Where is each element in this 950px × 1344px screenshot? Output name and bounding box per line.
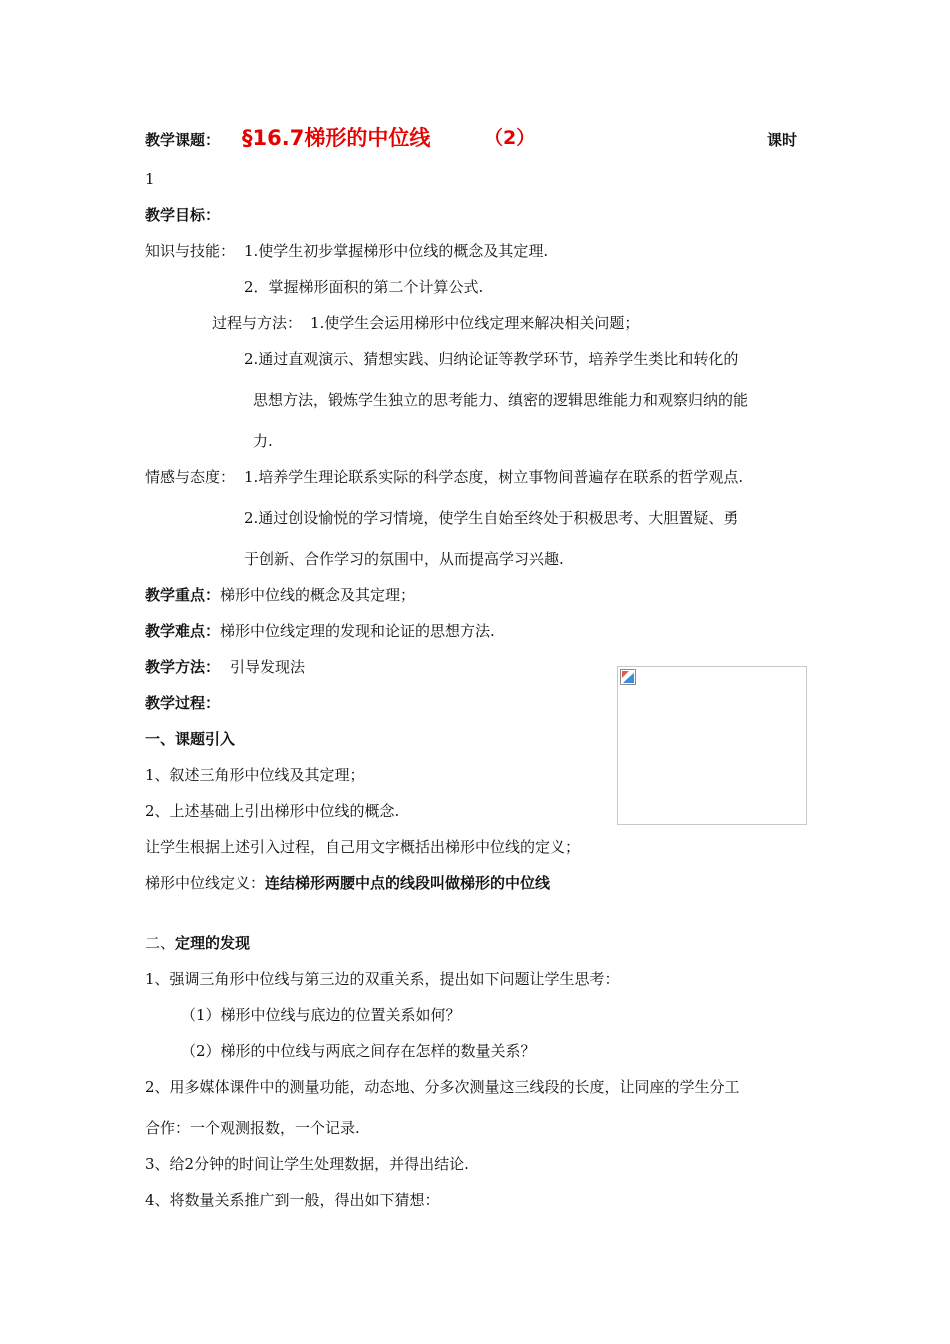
emotion-item: 1.培养学生理论联系实际的科学态度，树立事物间普遍存在联系的哲学观点. xyxy=(244,468,744,486)
definition-label: 梯形中位线定义： xyxy=(145,874,266,892)
key-point-text: 梯形中位线的概念及其定理； xyxy=(220,586,416,604)
emotion-item: 于创新、合作学习的氛围中，从而提高学习兴趣. xyxy=(244,550,564,568)
section1-heading: 一、课题引入 xyxy=(145,730,236,748)
section1-item: 2、上述基础上引出梯形中位线的概念. xyxy=(145,802,400,820)
section2-item: 合作：一个观测报数，一个记录. xyxy=(145,1119,360,1137)
process-item: 思想方法，锻炼学生独立的思考能力、缜密的逻辑思维能力和观察归纳的能 xyxy=(253,391,749,409)
process-heading: 教学过程： xyxy=(145,694,221,712)
definition-text: 连结梯形两腰中点的线段叫做梯形的中位线 xyxy=(265,874,551,892)
section1-para: 让学生根据上述引入过程，自己用文字概括出梯形中位线的定义； xyxy=(145,838,581,856)
knowledge-item: 1.使学生初步掌握梯形中位线的概念及其定理. xyxy=(244,242,549,260)
process-item: 力. xyxy=(253,432,273,450)
knowledge-label: 知识与技能： xyxy=(145,242,236,260)
period-value: 1 xyxy=(145,170,155,188)
method xyxy=(145,657,305,677)
section2-item: 1、强调三角形中位线与第三边的双重关系，提出如下问题让学生思考： xyxy=(145,970,620,988)
definition xyxy=(145,873,550,893)
section2-item: 3、给2分钟的时间让学生处理数据，并得出结论. xyxy=(145,1155,469,1173)
process-item: 1.使学生会运用梯形中位线定理来解决相关问题； xyxy=(310,314,640,332)
difficulty-text: 梯形中位线定理的发现和论证的思想方法. xyxy=(220,622,495,640)
objectives-heading: 教学目标： xyxy=(145,206,221,224)
section2-item: 2、用多媒体课件中的测量功能，动态地、分多次测量这三线段的长度，让同座的学生分工 xyxy=(145,1078,740,1096)
key-point-label: 教学重点： xyxy=(145,586,221,604)
section2-item: （1）梯形中位线与底边的位置关系如何？ xyxy=(181,1006,461,1024)
method-text: 引导发现法 xyxy=(230,658,306,676)
lesson-label: 教学课题： xyxy=(145,131,221,149)
lesson-part: （2） xyxy=(484,127,536,149)
process-item: 2.通过直观演示、猜想实践、归纳论证等教学环节，培养学生类比和转化的 xyxy=(244,350,739,368)
difficulty xyxy=(145,621,495,641)
method-label: 教学方法： xyxy=(145,658,221,676)
section1-item: 1、叙述三角形中位线及其定理； xyxy=(145,766,365,784)
section2-item: 4、将数量关系推广到一般，得出如下猜想： xyxy=(145,1191,440,1209)
section2-heading-text: 定理的发现 xyxy=(175,934,251,952)
emotion-item: 2.通过创设愉悦的学习情境，使学生自始至终处于积极思考、大胆置疑、勇 xyxy=(244,509,739,527)
section2-heading xyxy=(145,933,250,953)
broken-image-icon xyxy=(620,669,636,685)
process-label: 过程与方法： xyxy=(212,314,303,332)
section2-heading-num: 二、 xyxy=(145,934,176,952)
knowledge-item: 2．掌握梯形面积的第二个计算公式. xyxy=(244,278,484,296)
difficulty-label: 教学难点： xyxy=(145,622,221,640)
image-placeholder xyxy=(617,666,807,825)
emotion-label: 情感与态度： xyxy=(145,468,236,486)
lesson-title: §16.7梯形的中位线 xyxy=(242,126,431,150)
period-label: 课时 xyxy=(767,131,798,149)
key-point xyxy=(145,585,415,605)
section2-item: （2）梯形的中位线与两底之间存在怎样的数量关系？ xyxy=(181,1042,536,1060)
